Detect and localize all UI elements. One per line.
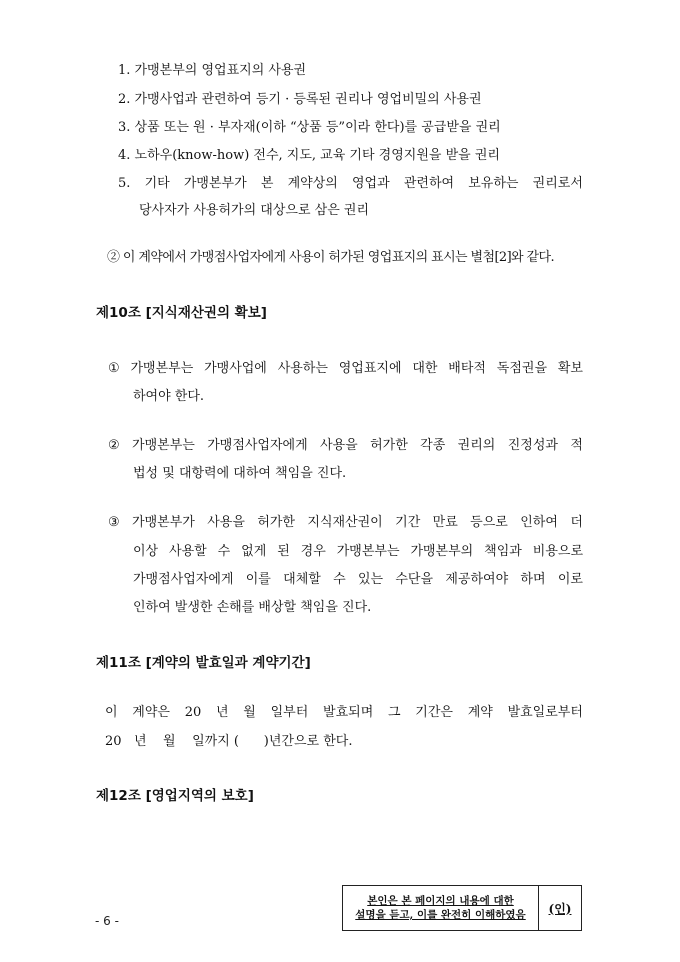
- article-11-line-1: 이 계약은 20 년 월 일부터 발효되며 그 기간은 계약 발효일로부터: [105, 705, 583, 720]
- article-11-line-2: 20 년 월 일까지 ( )년간으로 한다.: [105, 734, 353, 749]
- article-10-paragraph-3-line-3: 가맹점사업자에게 이를 대체할 수 있는 수단을 제공하여야 하며 이로: [133, 572, 583, 587]
- rights-list-item-3: 3. 상품 또는 원 · 부자재(이하 “상품 등”이라 한다)를 공급받을 권리: [118, 120, 501, 135]
- article-10-paragraph-2-line-1: ② 가맹본부는 가맹점사업자에게 사용을 허가한 각종 권리의 진정성과 적: [108, 438, 583, 453]
- article-11-heading: 제11조 [계약의 발효일과 계약기간]: [96, 655, 311, 671]
- rights-list-item-1: 1. 가맹본부의 영업표지의 사용권: [118, 63, 307, 78]
- article-12-heading: 제12조 [영업지역의 보호]: [96, 788, 254, 804]
- page-number: - 6 -: [95, 914, 119, 928]
- article-10-paragraph-3-line-2: 이상 사용할 수 없게 된 경우 가맹본부는 가맹본부의 책임과 비용으로: [133, 544, 583, 559]
- rights-list-item-4: 4. 노하우(know-how) 전수, 지도, 교육 기타 경영지원을 받을 권리: [118, 148, 500, 163]
- confirmation-line-1: 본인은 본 페이지의 내용에 대한: [367, 895, 514, 907]
- article-10-paragraph-1-line-2: 하여야 한다.: [133, 389, 205, 404]
- article-10-paragraph-3-line-1: ③ 가맹본부가 사용을 허가한 지식재산권이 기간 만료 등으로 인하여 더: [108, 515, 583, 530]
- rights-list-item-5-line-2: 당사자가 사용허가의 대상으로 삼은 권리: [139, 203, 370, 218]
- seal-field[interactable]: (인): [548, 901, 572, 916]
- rights-list-item-5-line-1: 5. 기타 가맹본부가 본 계약상의 영업과 관련하여 보유하는 권리로서: [118, 176, 583, 191]
- confirmation-line-2: 설명을 듣고, 이를 완전히 이해하였음: [355, 909, 526, 921]
- article-10-heading: 제10조 [지식재산권의 확보]: [96, 305, 267, 321]
- clause-9-paragraph-2: ② 이 계약에서 가맹점사업자에게 사용이 허가된 영업표지의 표시는 별첨[2]와 같다.: [107, 250, 554, 265]
- confirmation-statement: [343, 886, 539, 930]
- article-10-paragraph-1-line-1: ① 가맹본부는 가맹사업에 사용하는 영업표지에 대한 배타적 독점권을 확보: [108, 361, 583, 376]
- confirmation-box: [342, 885, 582, 931]
- rights-list-item-2: 2. 가맹사업과 관련하여 등기 · 등록된 권리나 영업비밀의 사용권: [118, 92, 482, 107]
- article-10-paragraph-2-line-2: 법성 및 대항력에 대하여 책임을 진다.: [133, 466, 347, 481]
- article-10-paragraph-3-line-4: 인하여 발생한 손해를 배상할 책임을 진다.: [133, 600, 372, 615]
